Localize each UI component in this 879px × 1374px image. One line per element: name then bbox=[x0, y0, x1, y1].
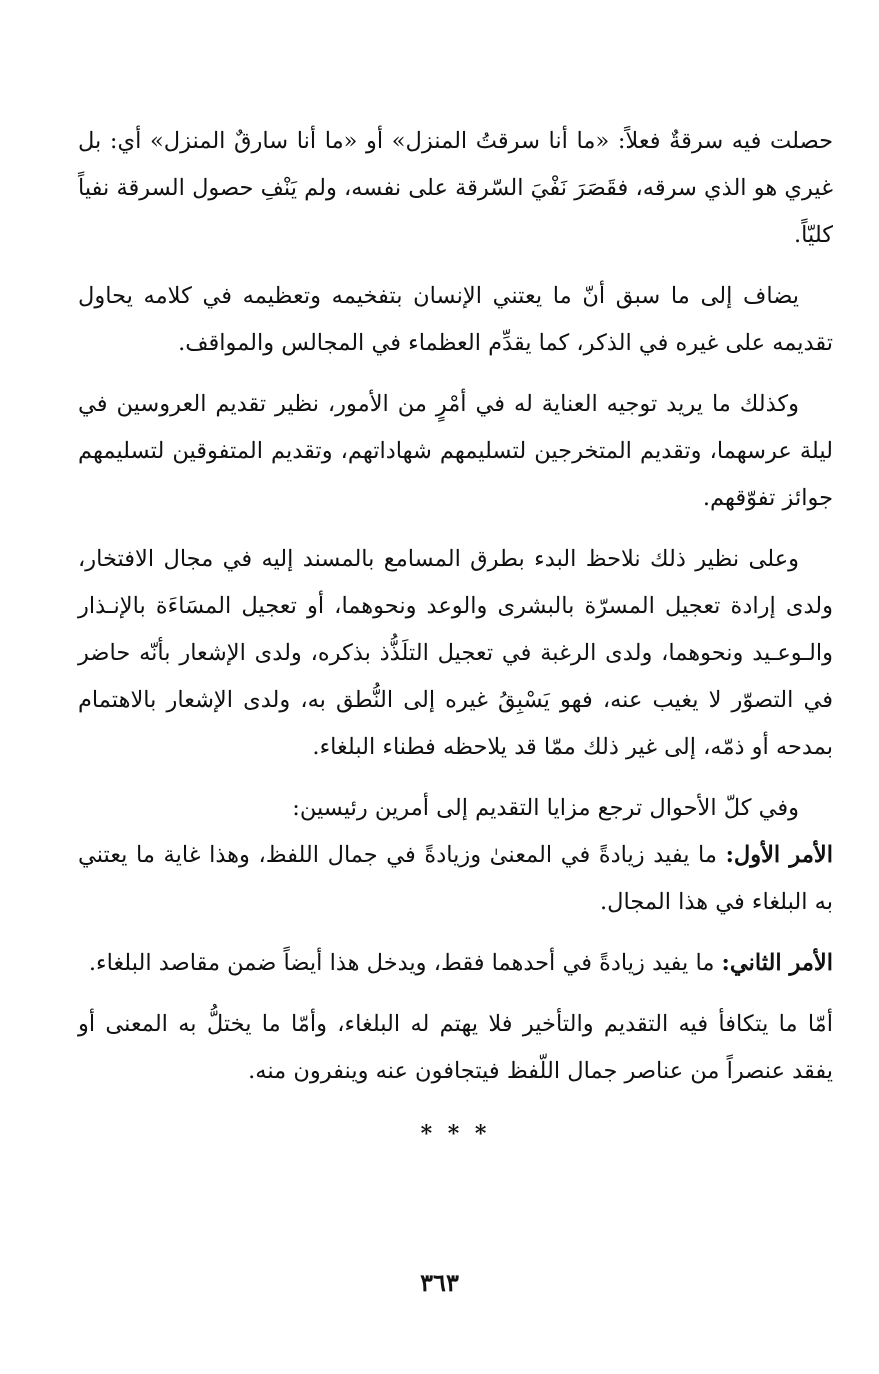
paragraph-theft-example: حصلت فيه سرقةٌ فعلاً: «ما أنا سرقتُ المنزل» أو «ما أنا سارقٌ المنزل» أي: بل غيري هو الذي سرقه، فقَصَرَ نَفْيَ السّرقة على نفسه، ولم يَنْفِ حصول السرقة نفياً كليّاً. bbox=[78, 128, 833, 248]
page-number: ٣٦٣ bbox=[420, 1268, 459, 1297]
paragraph-two-matters-intro: وفي كلّ الأحوال ترجع مزايا التقديم إلى أمرين رئيسين: bbox=[292, 795, 799, 821]
paragraph-attention: وكذلك ما يريد توجيه العناية له في أمْرٍ من الأمور، نظير تقديم العروسين في ليلة عرسهما، وتقديم المتخرجين لتسليمهم شهاداتهم، وتقديم المتفوقين لتسليمهم جوائز تفوّقهم. bbox=[78, 391, 833, 511]
point-second bbox=[78, 940, 833, 987]
section-separator: * * * bbox=[420, 1121, 491, 1147]
point-first-text: ما يفيد زيادةً في المعنىٰ وزيادةً في جمال اللفظ، وهذا غاية ما يعتني به البلغاء في هذا المجال. bbox=[78, 842, 833, 915]
page-body bbox=[78, 118, 833, 1158]
point-first bbox=[78, 832, 833, 926]
point-second-text: ما يفيد زيادةً في أحدهما فقط، ويدخل هذا أيضاً ضمن مقاصد البلغاء. bbox=[88, 950, 722, 976]
point-first-label: الأمر الأول: bbox=[725, 842, 833, 868]
paragraph-closing: أمّا ما يتكافأ فيه التقديم والتأخير فلا يهتم له البلغاء، وأمّا ما يختلُّ به المعنى أو يفقد عنصراً من عناصر جمال اللّفظ فيتجافون عنه وينفرون منه. bbox=[78, 1011, 833, 1084]
paragraph-examples: وعلى نظير ذلك نلاحظ البدء بطرق المسامع بالمسند إليه في مجال الافتخار، ولدى إرادة تعجيل المسرّة بالبشرى والوعد ونحوهما، أو تعجيل المسَاءَة بالإنـذار والـوعـيد ونحوهما، ولدى الرغبة في تعجيل التلَذُّذ بذكره، ولدى الإشعار بأنّه حاضر في التصوّر لا يغيب عنه، فهو يَسْبِقُ غيره إلى النُّطق به، ولدى الإشعار بالاهتمام بمدحه أو ذمّه، إلى غير ذلك ممّا قد يلاحظه فطناء البلغاء. bbox=[78, 546, 833, 760]
point-second-label: الأمر الثاني: bbox=[721, 950, 833, 976]
paragraph-emphasis: يضاف إلى ما سبق أنّ ما يعتني الإنسان بتفخيمه وتعظيمه في كلامه يحاول تقديمه على غيره في الذكر، كما يقدِّم العظماء في المجالس والمواقف. bbox=[78, 283, 833, 356]
